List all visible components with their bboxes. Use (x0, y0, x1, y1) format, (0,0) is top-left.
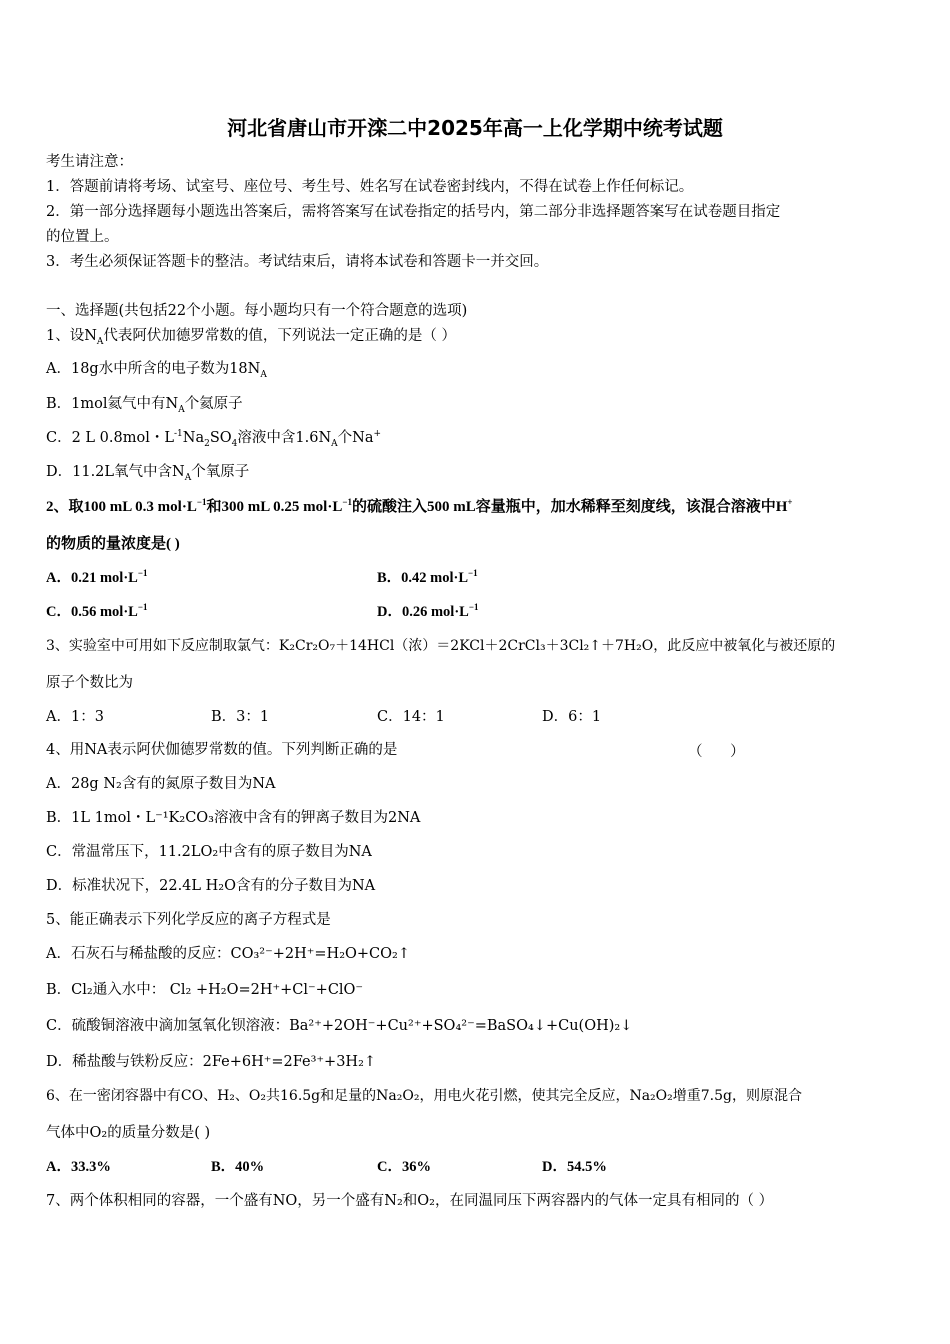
q3-option-c: C．14：1 (377, 709, 445, 725)
notice-item-2-cont: 的位置上。 (46, 229, 119, 245)
q6-option-b: B．40% (211, 1159, 265, 1175)
q4-answer-paren: （ ） (688, 744, 745, 760)
q2-stem-cont: 的物质的量浓度是( ) (46, 536, 180, 552)
q6-stem: 6、在一密闭容器中有CO、H₂、O₂共16.5g和足量的Na₂O₂，用电火花引燃，使其完全反应，Na₂O₂增重7.5g，则原混合 (46, 1088, 802, 1104)
notice-heading: 考生请注意： (46, 154, 133, 170)
q1-option-a: A．18g水中所含的电子数为$18N_A$ (46, 361, 267, 380)
q4-option-c: C．常温常压下，11.2LO₂中含有的原子数目为NA (46, 844, 372, 860)
q1-option-b: B．1mol氦气中有$N_A$个氦原子 (46, 396, 243, 415)
q6-option-c: C．36% (377, 1159, 431, 1175)
q4-option-a: A．28g N₂含有的氮原子数目为NA (46, 776, 276, 792)
q2-option-c: C．0.56 $mol\cdot L^{-1}$ (46, 602, 148, 620)
q3-option-a: A．1：3 (46, 709, 104, 725)
q5-stem: 5、能正确表示下列化学反应的离子方程式是 (46, 912, 331, 928)
q1-option-c: C．2 L 0.8mol・$L^{-1}Na_2SO_4$溶液中含$1.6N_A$个Na+ (46, 429, 382, 449)
q1-option-d: D．11.2L氧气中含$N_A$个氧原子 (46, 464, 250, 483)
q5-option-c: C．硫酸铜溶液中滴加氢氧化钡溶液：Ba²⁺+2OH⁻+Cu²⁺+SO₄²⁻=BaSO₄↓+Cu(OH)₂↓ (46, 1018, 633, 1034)
q1-stem: 1、设$N_A$代表阿伏加德罗常数的值，下列说法一定正确的是（ ） (46, 328, 457, 347)
notice-item-3: 3．考生必须保证答题卡的整洁。考试结束后，请将本试卷和答题卡一并交回。 (46, 254, 549, 270)
q2-option-a: A．0.21 $mol\cdot L^{-1}$ (46, 568, 148, 586)
q3-option-b: B．3：1 (211, 709, 270, 725)
notice-item-2: 2．第一部分选择题每小题选出答案后，需将答案写在试卷指定的括号内，第二部分非选择题答案写在试卷题目指定 (46, 204, 781, 220)
notice-item-1: 1．答题前请将考场、试室号、座位号、考生号、姓名写在试卷密封线内，不得在试卷上作任何标记。 (46, 179, 694, 195)
q3-option-d: D．6：1 (542, 709, 602, 725)
q4-stem: 4、用NA表示阿伏伽德罗常数的值。下列判断正确的是 (46, 742, 398, 758)
q5-option-d: D．稀盐酸与铁粉反应：2Fe+6H⁺=2Fe³⁺+3H₂↑ (46, 1054, 377, 1070)
q4-option-b: B．1L 1mol・L⁻¹K₂CO₃溶液中含有的钾离子数目为2NA (46, 810, 421, 826)
section-heading: 一、选择题(共包括22个小题。每小题均只有一个符合题意的选项) (46, 303, 468, 319)
q5-option-b: B．Cl₂通入水中： Cl₂ +H₂O=2H⁺+Cl⁻+ClO⁻ (46, 982, 364, 998)
q2-stem: 2、取100 mL 0.3 $mol\cdot L^{-1}$和300 mL 0.25 $mol\cdot L^{-1}$的硫酸注入500 mL容量瓶中，加水稀释至刻度线，该混合溶液中H+ (46, 497, 793, 515)
q3-stem: 3、实验室中可用如下反应制取氯气：K₂Cr₂O₇＋14HCl（浓）＝2KCl＋2CrCl₃＋3Cl₂↑＋7H₂O，此反应中被氧化与被还原的 (46, 638, 836, 654)
page-title: 河北省唐山市开滦二中2025年高一上化学期中统考试题 (227, 116, 723, 140)
q7-stem: 7、两个体积相同的容器，一个盛有NO，另一个盛有N₂和O₂，在同温同压下两容器内的气体一定具有相同的（ ） (46, 1193, 774, 1209)
q3-stem-cont: 原子个数比为 (46, 675, 133, 691)
q2-option-d: D．0.26 $mol\cdot L^{-1}$ (377, 602, 479, 620)
q4-option-d: D．标准状况下，22.4L H₂O含有的分子数目为NA (46, 878, 376, 894)
q2-option-b: B．0.42 $mol\cdot L^{-1}$ (377, 568, 478, 586)
q5-option-a: A．石灰石与稀盐酸的反应：CO₃²⁻+2H⁺=H₂O+CO₂↑ (46, 946, 410, 962)
q6-option-a: A．33.3% (46, 1159, 111, 1175)
q6-option-d: D．54.5% (542, 1159, 607, 1175)
q6-stem-cont: 气体中O₂的质量分数是( ) (46, 1125, 211, 1141)
